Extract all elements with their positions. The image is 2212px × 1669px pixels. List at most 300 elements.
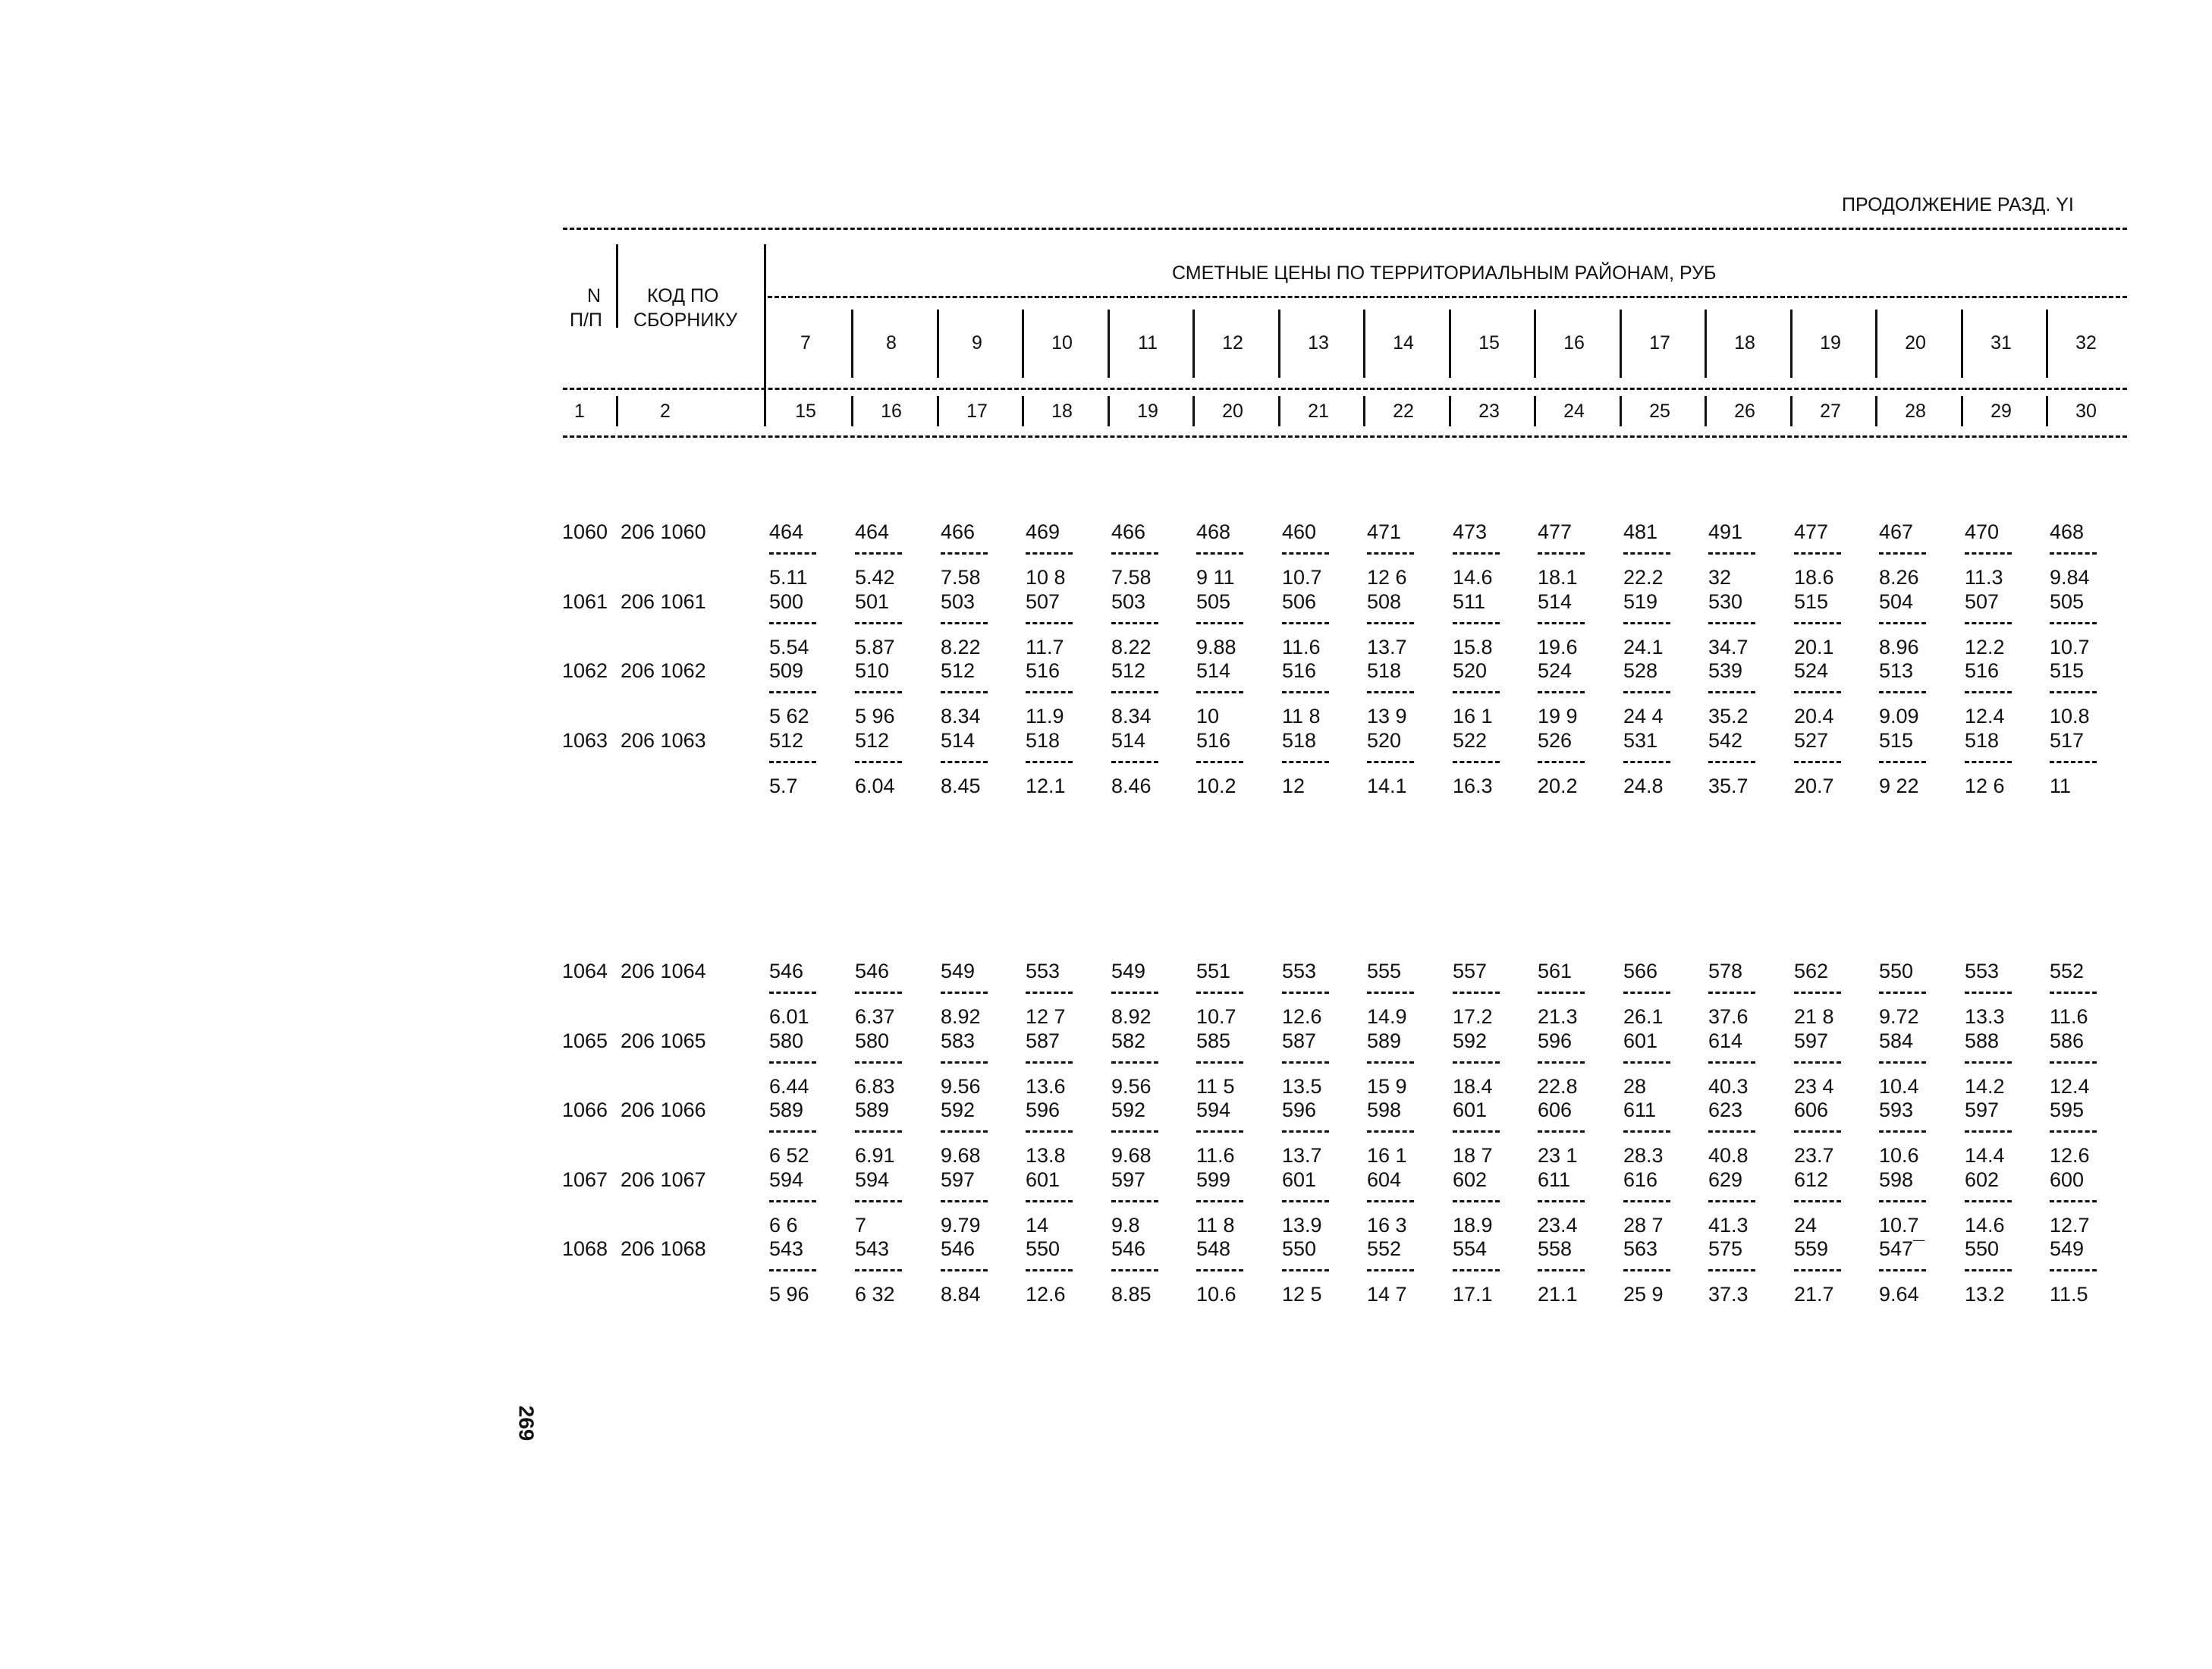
header-vline-col — [1022, 310, 1024, 378]
header-vline-col — [1534, 310, 1536, 378]
header-district-number: 11 — [1138, 332, 1158, 354]
price-subvalue: 9.79 — [941, 1213, 981, 1237]
fraction-separator — [2050, 1061, 2097, 1064]
price-subvalue: 8.34 — [1111, 705, 1152, 728]
price-value: 552 — [2050, 960, 2085, 982]
header-n-label-2: П/П — [570, 310, 602, 331]
fraction-separator — [1282, 1061, 1329, 1064]
price-value: 516 — [1026, 659, 1060, 682]
price-subvalue: 40.8 — [1708, 1144, 1749, 1167]
price-value: 594 — [1196, 1099, 1231, 1121]
fraction-separator — [1879, 622, 1926, 624]
fraction-separator — [855, 552, 902, 555]
fraction-separator — [855, 1130, 902, 1133]
price-value: 597 — [1794, 1029, 1829, 1052]
fraction-separator — [2050, 761, 2097, 763]
price-subvalue: 10 8 — [1026, 566, 1066, 589]
fraction-separator — [1623, 552, 1670, 555]
header-district-number: 8 — [886, 332, 897, 354]
price-value: 527 — [1794, 728, 1829, 752]
header-col-number: 28 — [1905, 401, 1926, 422]
price-subvalue: 6.44 — [769, 1074, 809, 1098]
price-value: 466 — [1111, 520, 1146, 543]
price-value: 611 — [1538, 1168, 1571, 1191]
header-code-label: КОД ПО — [647, 285, 719, 306]
price-subvalue: 19 9 — [1538, 705, 1578, 728]
price-subvalue: 6 32 — [855, 1283, 895, 1306]
fraction-separator — [1196, 1200, 1243, 1202]
fraction-separator — [1538, 992, 1585, 994]
price-value: 596 — [1538, 1029, 1573, 1052]
fraction-separator — [1453, 1200, 1500, 1202]
price-subvalue: 22.8 — [1538, 1074, 1578, 1098]
fraction-separator — [1282, 761, 1329, 763]
price-value: 518 — [1026, 728, 1060, 752]
fraction-separator — [941, 552, 988, 555]
price-subvalue: 14.2 — [1965, 1074, 2005, 1098]
header-vline-colnum — [1022, 396, 1024, 426]
row-number: 1065 — [562, 1029, 608, 1052]
fraction-separator — [1111, 1200, 1158, 1202]
fraction-separator — [1367, 992, 1414, 994]
price-subvalue: 13.8 — [1026, 1144, 1066, 1167]
header-code-label-2: СБОРНИКУ — [633, 310, 738, 331]
header-col-number: 21 — [1308, 401, 1329, 422]
row-code: 206 1061 — [621, 589, 706, 613]
fraction-separator — [1965, 1269, 2012, 1271]
header-district-number: 15 — [1478, 332, 1500, 354]
price-value: 466 — [941, 520, 976, 543]
fraction-separator — [941, 622, 988, 624]
fraction-separator — [855, 992, 902, 994]
price-subvalue: 13.6 — [1026, 1074, 1066, 1098]
fraction-separator — [1282, 691, 1329, 693]
price-subvalue: 8.92 — [1111, 1005, 1152, 1028]
price-subvalue: 14 7 — [1367, 1283, 1407, 1306]
header-col-number: 1 — [574, 401, 585, 422]
price-value: 473 — [1453, 520, 1488, 543]
fraction-separator — [1196, 1269, 1243, 1271]
fraction-separator — [1708, 552, 1755, 555]
price-value: 539 — [1708, 659, 1743, 682]
header-district-number: 32 — [2075, 332, 2097, 354]
header-district-number: 31 — [1990, 332, 2012, 354]
fraction-separator — [855, 1269, 902, 1271]
fraction-separator — [1538, 552, 1585, 555]
header-vline-col — [1875, 310, 1877, 378]
price-subvalue: 13 9 — [1367, 705, 1407, 728]
price-value: 514 — [941, 728, 976, 752]
price-subvalue: 9.56 — [941, 1074, 981, 1098]
fraction-separator — [1965, 1130, 2012, 1133]
header-col-number: 27 — [1820, 401, 1841, 422]
price-value: 598 — [1879, 1168, 1914, 1191]
price-value: 589 — [855, 1099, 890, 1121]
header-vline-colnum — [1620, 396, 1622, 426]
price-value: 558 — [1538, 1237, 1573, 1260]
price-value: 559 — [1794, 1237, 1829, 1260]
fraction-separator — [1026, 1130, 1073, 1133]
fraction-separator — [941, 691, 988, 693]
fraction-separator — [855, 1061, 902, 1064]
price-value: 597 — [1111, 1168, 1146, 1191]
continuation-label: ПРОДОЛЖЕНИЕ РАЗД. YI — [1842, 194, 2074, 215]
header-vline-col — [1449, 310, 1451, 378]
fraction-separator — [1965, 992, 2012, 994]
price-subvalue: 12 6 — [1367, 566, 1407, 589]
price-subvalue: 11 5 — [1196, 1074, 1235, 1098]
fraction-separator — [1282, 992, 1329, 994]
fraction-separator — [1111, 552, 1158, 555]
price-subvalue: 11.9 — [1026, 705, 1064, 728]
header-vline-col — [937, 310, 939, 378]
price-subvalue: 14.4 — [1965, 1144, 2005, 1167]
fraction-separator — [2050, 1200, 2097, 1202]
price-subvalue: 28 — [1623, 1074, 1647, 1098]
price-value: 549 — [1111, 960, 1146, 982]
fraction-separator — [1026, 622, 1073, 624]
fraction-separator — [769, 1061, 816, 1064]
fraction-separator — [1282, 1200, 1329, 1202]
fraction-separator — [1026, 992, 1073, 994]
row-code: 206 1066 — [621, 1099, 706, 1121]
fraction-separator — [1538, 1061, 1585, 1064]
header-district-number: 7 — [800, 332, 811, 354]
header-district-number: 10 — [1051, 332, 1073, 354]
fraction-separator — [1794, 691, 1841, 693]
fraction-separator — [1794, 622, 1841, 624]
fraction-separator — [855, 622, 902, 624]
fraction-separator — [1879, 1269, 1926, 1271]
row-code: 206 1062 — [621, 659, 706, 682]
price-subvalue: 11.3 — [1965, 566, 2003, 589]
price-value: 491 — [1708, 520, 1743, 543]
header-vline-colnum — [1790, 396, 1793, 426]
price-subvalue: 9.68 — [941, 1144, 981, 1167]
header-col-number: 18 — [1051, 401, 1073, 422]
price-subvalue: 20.1 — [1794, 635, 1834, 658]
header-vline-n-lower — [616, 396, 618, 426]
fraction-separator — [1965, 552, 2012, 555]
price-value: 595 — [2050, 1099, 2085, 1121]
price-value: 477 — [1538, 520, 1573, 543]
price-value: 601 — [1623, 1029, 1658, 1052]
price-value: 507 — [1026, 589, 1060, 613]
fraction-separator — [2050, 622, 2097, 624]
row-number: 1061 — [562, 589, 608, 613]
row-code: 206 1060 — [621, 520, 706, 543]
price-subvalue: 11.6 — [2050, 1005, 2088, 1028]
fraction-separator — [1623, 691, 1670, 693]
fraction-separator — [1708, 1269, 1755, 1271]
price-value: 531 — [1623, 728, 1658, 752]
fraction-separator — [1196, 761, 1243, 763]
price-value: 551 — [1196, 960, 1231, 982]
price-value: 553 — [1965, 960, 2000, 982]
header-vline-col — [1620, 310, 1622, 378]
price-subvalue: 9 22 — [1879, 774, 1919, 797]
header-vline-colnum — [1192, 396, 1195, 426]
header-vline-colnum — [1875, 396, 1877, 426]
fraction-separator — [1453, 761, 1500, 763]
price-value: 586 — [2050, 1029, 2085, 1052]
header-col-number: 23 — [1478, 401, 1500, 422]
header-district-number: 16 — [1563, 332, 1585, 354]
row-code: 206 1064 — [621, 960, 706, 982]
fraction-separator — [1453, 992, 1500, 994]
price-value: 517 — [2050, 728, 2085, 752]
price-value: 550 — [1965, 1237, 2000, 1260]
fraction-separator — [1965, 622, 2012, 624]
price-value: 589 — [769, 1099, 804, 1121]
price-subvalue: 8.84 — [941, 1283, 981, 1306]
price-value: 516 — [1196, 728, 1231, 752]
price-subvalue: 9.56 — [1111, 1074, 1152, 1098]
price-value: 470 — [1965, 520, 2000, 543]
price-value: 548 — [1196, 1237, 1231, 1260]
row-code: 206 1067 — [621, 1168, 706, 1191]
price-subvalue: 23.7 — [1794, 1144, 1834, 1167]
row-number: 1064 — [562, 960, 608, 982]
header-col-number: 16 — [881, 401, 902, 422]
fraction-separator — [1111, 691, 1158, 693]
row-number: 1068 — [562, 1237, 608, 1260]
price-subvalue: 6.04 — [855, 774, 895, 797]
price-value: 599 — [1196, 1168, 1231, 1191]
price-value: 503 — [1111, 589, 1146, 613]
header-vline-col — [1192, 310, 1195, 378]
price-subvalue: 12.7 — [2050, 1213, 2090, 1237]
price-value: 592 — [1111, 1099, 1146, 1121]
price-value: 516 — [1965, 659, 2000, 682]
fraction-separator — [1965, 691, 2012, 693]
fraction-separator — [1965, 1200, 2012, 1202]
header-col-number: 19 — [1137, 401, 1158, 422]
price-subvalue: 19.6 — [1538, 635, 1578, 658]
row-number: 1066 — [562, 1099, 608, 1121]
price-subvalue: 13.7 — [1367, 635, 1407, 658]
header-n-label: N — [587, 285, 602, 306]
fraction-separator — [941, 1061, 988, 1064]
price-value: 588 — [1965, 1029, 2000, 1052]
price-value: 587 — [1282, 1029, 1317, 1052]
fraction-separator — [1026, 691, 1073, 693]
fraction-separator — [1623, 1200, 1670, 1202]
price-value: 550 — [1879, 960, 1914, 982]
header-vline-colnum — [1534, 396, 1536, 426]
price-value: 611 — [1623, 1099, 1657, 1121]
price-subvalue: 24 4 — [1623, 705, 1664, 728]
price-value: 512 — [769, 728, 804, 752]
fraction-separator — [1453, 1269, 1500, 1271]
price-subvalue: 6.01 — [769, 1005, 809, 1028]
price-value: 600 — [2050, 1168, 2085, 1191]
price-subvalue: 5.87 — [855, 635, 895, 658]
price-subvalue: 35.2 — [1708, 705, 1749, 728]
price-subvalue: 8.85 — [1111, 1283, 1152, 1306]
price-value: 500 — [769, 589, 804, 613]
price-subvalue: 8.26 — [1879, 566, 1919, 589]
price-value: 597 — [1965, 1099, 2000, 1121]
price-subvalue: 16 1 — [1453, 705, 1493, 728]
price-value: 553 — [1282, 960, 1317, 982]
row-number: 1067 — [562, 1168, 608, 1191]
price-value: 592 — [1453, 1029, 1488, 1052]
fraction-separator — [1196, 552, 1243, 555]
price-value: 509 — [769, 659, 804, 682]
price-subvalue: 6 52 — [769, 1144, 809, 1167]
fraction-separator — [1453, 1130, 1500, 1133]
header-district-number: 14 — [1393, 332, 1414, 354]
header-district-number: 13 — [1308, 332, 1329, 354]
fraction-separator — [1111, 1061, 1158, 1064]
price-subvalue: 8.22 — [1111, 635, 1152, 658]
price-value: 546 — [855, 960, 890, 982]
price-subvalue: 20.7 — [1794, 774, 1834, 797]
price-value: 501 — [855, 589, 890, 613]
price-value: 585 — [1196, 1029, 1231, 1052]
price-value: 510 — [855, 659, 890, 682]
price-subvalue: 14 — [1026, 1213, 1049, 1237]
price-value: 550 — [1026, 1237, 1060, 1260]
price-subvalue: 18 7 — [1453, 1144, 1493, 1167]
price-value: 460 — [1282, 520, 1317, 543]
fraction-separator — [1623, 1061, 1670, 1064]
fraction-separator — [1196, 691, 1243, 693]
header-mid-rule — [768, 296, 2127, 298]
header-bottom-rule — [563, 435, 2127, 438]
fraction-separator — [1282, 1130, 1329, 1133]
fraction-separator — [769, 552, 816, 555]
fraction-separator — [1282, 552, 1329, 555]
header-vline-colnum — [1961, 396, 1963, 426]
price-value: 593 — [1879, 1099, 1914, 1121]
fraction-separator — [1879, 1130, 1926, 1133]
fraction-separator — [1623, 622, 1670, 624]
price-value: 505 — [1196, 589, 1231, 613]
header-vline-colnum — [851, 396, 853, 426]
price-value: 520 — [1453, 659, 1488, 682]
header-top-rule — [563, 228, 2127, 230]
fraction-separator — [1965, 761, 2012, 763]
price-subvalue: 21.7 — [1794, 1283, 1834, 1306]
fraction-separator — [941, 761, 988, 763]
price-subvalue: 10.6 — [1879, 1144, 1919, 1167]
header-col-number: 20 — [1222, 401, 1243, 422]
price-value: 552 — [1367, 1237, 1402, 1260]
price-subvalue: 5.11 — [769, 566, 808, 589]
price-value: 597 — [941, 1168, 976, 1191]
price-value: 550 — [1282, 1237, 1317, 1260]
fraction-separator — [1965, 1061, 2012, 1064]
price-value: 596 — [1026, 1099, 1060, 1121]
price-subvalue: 26.1 — [1623, 1005, 1664, 1028]
header-district-number: 9 — [972, 332, 982, 354]
price-subvalue: 7 — [855, 1213, 867, 1237]
fraction-separator — [941, 1269, 988, 1271]
price-value: 578 — [1708, 960, 1743, 982]
fraction-separator — [1453, 1061, 1500, 1064]
price-value: 583 — [941, 1029, 976, 1052]
price-value: 594 — [769, 1168, 804, 1191]
price-value: 602 — [1453, 1168, 1488, 1191]
fraction-separator — [1623, 1269, 1670, 1271]
price-value: 508 — [1367, 589, 1402, 613]
price-subvalue: 12.2 — [1965, 635, 2005, 658]
price-subvalue: 18.1 — [1538, 566, 1578, 589]
fraction-separator — [769, 1200, 816, 1202]
fraction-separator — [1111, 622, 1158, 624]
fraction-separator — [1111, 1130, 1158, 1133]
price-subvalue: 8.92 — [941, 1005, 981, 1028]
price-subvalue: 12 7 — [1026, 1005, 1066, 1028]
price-value: 467 — [1879, 520, 1914, 543]
fraction-separator — [1794, 992, 1841, 994]
price-subvalue: 11.7 — [1026, 635, 1064, 658]
fraction-separator — [1196, 992, 1243, 994]
price-subvalue: 17.2 — [1453, 1005, 1493, 1028]
price-subvalue: 12 5 — [1282, 1283, 1322, 1306]
row-number: 1062 — [562, 659, 608, 682]
fraction-separator — [1282, 622, 1329, 624]
price-subvalue: 10.7 — [2050, 635, 2090, 658]
header-vline-colnum — [1108, 396, 1110, 426]
fraction-separator — [855, 1200, 902, 1202]
price-subvalue: 8.96 — [1879, 635, 1919, 658]
fraction-separator — [1538, 691, 1585, 693]
price-subvalue: 23 4 — [1794, 1074, 1834, 1098]
fraction-separator — [2050, 1130, 2097, 1133]
fraction-separator — [2050, 1269, 2097, 1271]
price-value: 594 — [855, 1168, 890, 1191]
price-value: 528 — [1623, 659, 1658, 682]
fraction-separator — [1367, 552, 1414, 555]
price-value: 518 — [1965, 728, 2000, 752]
price-subvalue: 15.8 — [1453, 635, 1493, 658]
price-subvalue: 6.83 — [855, 1074, 895, 1098]
fraction-separator — [1708, 761, 1755, 763]
price-value: 575 — [1708, 1237, 1743, 1260]
header-col-number: 30 — [2075, 401, 2097, 422]
fraction-separator — [769, 691, 816, 693]
fraction-separator — [1196, 1061, 1243, 1064]
price-value: 543 — [769, 1237, 804, 1260]
price-subvalue: 9.8 — [1111, 1213, 1140, 1237]
price-subvalue: 24 — [1794, 1213, 1818, 1237]
price-value: 512 — [1111, 659, 1146, 682]
fraction-separator — [2050, 552, 2097, 555]
price-value: 481 — [1623, 520, 1658, 543]
price-subvalue: 9.09 — [1879, 705, 1919, 728]
price-subvalue: 24.8 — [1623, 774, 1664, 797]
fraction-separator — [1879, 992, 1926, 994]
price-value: 518 — [1282, 728, 1317, 752]
fraction-separator — [1111, 761, 1158, 763]
header-vline-col — [851, 310, 853, 378]
row-number: 1060 — [562, 520, 608, 543]
price-subvalue: 9.84 — [2050, 566, 2090, 589]
fraction-separator — [769, 992, 816, 994]
fraction-separator — [1794, 1061, 1841, 1064]
header-vline-colnum — [1363, 396, 1365, 426]
header-col-number: 22 — [1393, 401, 1414, 422]
price-value: 514 — [1196, 659, 1231, 682]
price-value: 629 — [1708, 1168, 1743, 1191]
fraction-separator — [1453, 691, 1500, 693]
fraction-separator — [1708, 622, 1755, 624]
price-subvalue: 37.6 — [1708, 1005, 1749, 1028]
price-value: 546 — [1111, 1237, 1146, 1260]
